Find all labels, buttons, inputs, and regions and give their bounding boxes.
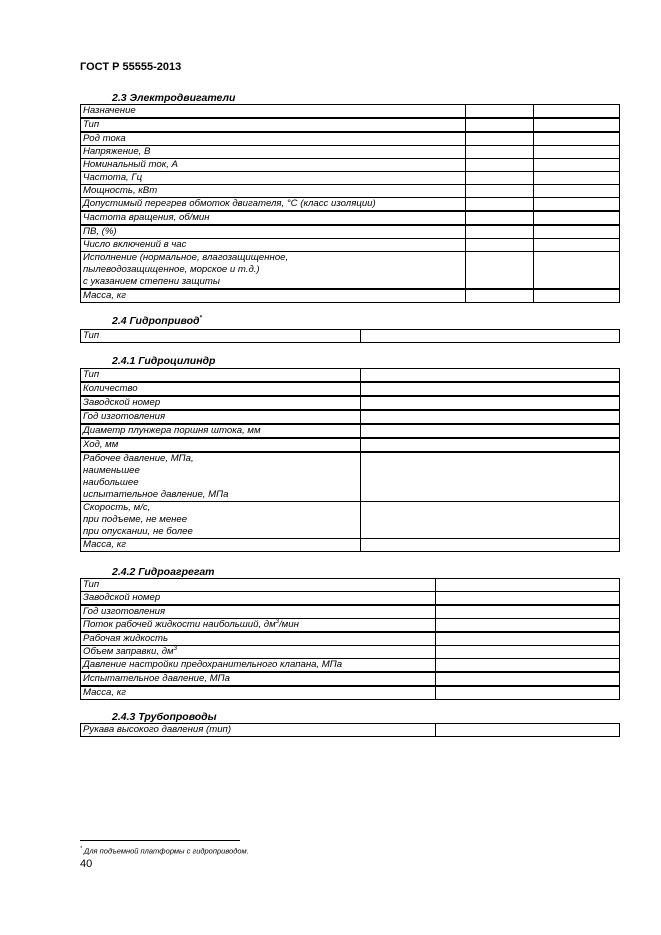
value-cell <box>534 185 620 198</box>
label-line: Тип <box>83 579 100 590</box>
page-number: 40 <box>80 858 93 870</box>
row-label <box>81 646 436 659</box>
table-row <box>81 159 620 172</box>
label-line: Тип <box>83 330 100 341</box>
table-row <box>81 592 620 606</box>
value-cell <box>466 132 534 146</box>
value-cell <box>361 424 620 438</box>
row-label <box>81 672 436 686</box>
label-line: Допустимый перегрев обмоток двигателя, °С (класс изоляции) <box>83 198 376 209</box>
value-cell <box>361 396 620 410</box>
label-line: Род тока <box>83 133 126 144</box>
row-label <box>81 118 466 132</box>
label-line: Испытательное давление, МПа <box>83 673 230 684</box>
table-row <box>81 502 620 539</box>
label-line: Мощность, кВт <box>83 185 158 196</box>
table-row <box>81 172 620 185</box>
value-cell <box>436 632 620 646</box>
label-line: Количество <box>83 383 138 394</box>
table-row <box>81 225 620 239</box>
section-title-hydraulic-drive: 2.4 Гидропривод* <box>112 315 202 327</box>
value-cell <box>466 289 534 303</box>
label-line: Напряжение, В <box>83 146 151 157</box>
row-label <box>81 105 466 119</box>
row-label <box>81 225 466 239</box>
section-title-pipes: 2.4.3 Трубопроводы <box>112 711 217 723</box>
value-cell <box>534 198 620 212</box>
label-line: Назначение <box>83 105 136 116</box>
row-label <box>81 146 466 159</box>
superscript: 3 <box>275 618 279 625</box>
value-cell <box>466 146 534 159</box>
value-cell <box>466 172 534 185</box>
label-line: Масса, кг <box>83 539 126 550</box>
label-line: ПВ, (%) <box>83 226 117 237</box>
row-label <box>81 382 361 396</box>
value-cell <box>534 211 620 225</box>
value-cell <box>436 724 620 737</box>
label-line: Поток рабочей жидкости наибольший, $дм^3$/мин <box>83 618 299 630</box>
table-row <box>81 396 620 410</box>
value-cell <box>361 502 620 539</box>
value-cell <box>361 330 620 343</box>
value-cell <box>534 252 620 290</box>
label-line: Скорость, м/с, <box>83 502 151 513</box>
row-label <box>81 452 361 502</box>
row-label <box>81 424 361 438</box>
row-label <box>81 396 361 410</box>
document-header: ГОСТ Р 55555-2013 <box>80 61 182 73</box>
label-line: Частота вращения, об/мин <box>83 212 210 223</box>
row-label <box>81 502 361 539</box>
value-cell <box>436 605 620 619</box>
row-label <box>81 289 466 303</box>
value-cell <box>466 239 534 252</box>
label-line: Заводской номер <box>83 397 161 408</box>
label-line: Рабочая жидкость <box>83 633 169 644</box>
table-row <box>81 646 620 659</box>
table-row <box>81 659 620 673</box>
table-row <box>81 146 620 159</box>
table-row <box>81 410 620 424</box>
value-cell <box>436 686 620 700</box>
row-label <box>81 172 466 185</box>
table-row <box>81 438 620 452</box>
table-row <box>81 369 620 383</box>
value-cell <box>361 539 620 552</box>
superscript: 3 <box>173 645 177 652</box>
value-cell <box>534 146 620 159</box>
label-line: Диаметр плунжера поршня штока, мм <box>83 425 261 436</box>
label-line: Давление настройки предохранительного клапана, МПа <box>83 659 343 670</box>
row-label <box>81 185 466 198</box>
row-label <box>81 438 361 452</box>
value-cell <box>534 225 620 239</box>
motors-table <box>80 104 620 303</box>
value-cell <box>436 659 620 673</box>
table-row <box>81 132 620 146</box>
label-line: Тип <box>83 369 100 380</box>
section-title-cylinder: 2.4.1 Гидроцилиндр <box>112 355 216 367</box>
label-line: Рабочее давление, МПа, <box>83 453 194 464</box>
label-line: наибольшее <box>83 477 139 488</box>
hydraulic-drive-table <box>80 329 620 343</box>
row-label <box>81 159 466 172</box>
row-label <box>81 369 361 383</box>
value-cell <box>436 592 620 606</box>
value-cell <box>436 672 620 686</box>
label-line: Заводской номер <box>83 592 161 603</box>
row-label <box>81 330 361 343</box>
table-row <box>81 198 620 212</box>
hydraulic-unit-table <box>80 578 620 700</box>
table-row <box>81 211 620 225</box>
value-cell <box>361 410 620 424</box>
row-label <box>81 252 466 290</box>
label-line: Номинальный ток, А <box>83 159 178 170</box>
value-cell <box>361 369 620 383</box>
label-line: Масса, кг <box>83 687 126 698</box>
label-line: Масса, кг <box>83 290 126 301</box>
row-label <box>81 605 436 619</box>
row-label <box>81 539 361 552</box>
table-row <box>81 105 620 119</box>
value-cell <box>361 382 620 396</box>
label-line: Исполнение (нормальное, влагозащищенное, <box>83 252 289 263</box>
table-row <box>81 252 620 290</box>
label-line: наименьшее <box>83 465 140 476</box>
label-line: Год изготовления <box>83 606 166 617</box>
footnote-separator <box>80 840 240 841</box>
table-row <box>81 539 620 552</box>
table-row <box>81 605 620 619</box>
value-cell <box>534 172 620 185</box>
table-row <box>81 452 620 502</box>
value-cell <box>361 452 620 502</box>
row-label <box>81 211 466 225</box>
label-line: Ход, мм <box>83 439 119 450</box>
label-line: Год изготовления <box>83 411 166 422</box>
label-line: Объем заправки, $дм^3$ <box>83 645 177 657</box>
value-cell <box>466 225 534 239</box>
value-cell <box>466 252 534 290</box>
label-line: Число включений в час <box>83 239 187 250</box>
row-label <box>81 724 436 737</box>
value-cell <box>361 438 620 452</box>
label-line: Частота, Гц <box>83 172 143 183</box>
value-cell <box>436 579 620 592</box>
label-line: при опускании, не более <box>83 526 193 537</box>
section-title-hydraulic-unit: 2.4.2 Гидроагрегат <box>112 566 215 578</box>
row-label <box>81 132 466 146</box>
label-line: пылеводозащищенное, морское и т.д.) <box>83 264 260 275</box>
row-label <box>81 198 466 212</box>
value-cell <box>466 105 534 119</box>
table-row <box>81 424 620 438</box>
row-label <box>81 659 436 673</box>
value-cell <box>534 132 620 146</box>
table-row <box>81 686 620 700</box>
value-cell <box>466 198 534 212</box>
value-cell <box>466 185 534 198</box>
table-row <box>81 382 620 396</box>
table-row <box>81 632 620 646</box>
footnote: * Для подъемной платформы с гидроприводом. <box>80 846 249 856</box>
label-line: с указанием степени защиты <box>83 276 220 287</box>
value-cell <box>534 159 620 172</box>
section-title-motors: 2.3 Электродвигатели <box>112 92 236 104</box>
table-row <box>81 724 620 737</box>
row-label <box>81 579 436 592</box>
value-cell <box>466 118 534 132</box>
label-line: Тип <box>83 119 100 130</box>
label-line: Рукава высокого давления (тип) <box>83 724 232 735</box>
row-label <box>81 239 466 252</box>
table-row <box>81 579 620 592</box>
table-row <box>81 239 620 252</box>
table-row <box>81 289 620 303</box>
value-cell <box>466 211 534 225</box>
table-row <box>81 118 620 132</box>
row-label <box>81 632 436 646</box>
value-cell <box>466 159 534 172</box>
table-row <box>81 330 620 343</box>
footnote-marker: * <box>199 315 202 322</box>
value-cell <box>436 619 620 633</box>
label-line: испытательное давление, МПа <box>83 489 229 500</box>
value-cell <box>436 646 620 659</box>
value-cell <box>534 105 620 119</box>
cylinder-table <box>80 368 620 552</box>
value-cell <box>534 239 620 252</box>
row-label <box>81 619 436 633</box>
value-cell <box>534 289 620 303</box>
table-row <box>81 185 620 198</box>
value-cell <box>534 118 620 132</box>
pipes-table <box>80 723 620 737</box>
table-row <box>81 672 620 686</box>
row-label <box>81 686 436 700</box>
table-row <box>81 619 620 633</box>
row-label <box>81 592 436 606</box>
row-label <box>81 410 361 424</box>
label-line: при подъеме, не менее <box>83 514 188 525</box>
